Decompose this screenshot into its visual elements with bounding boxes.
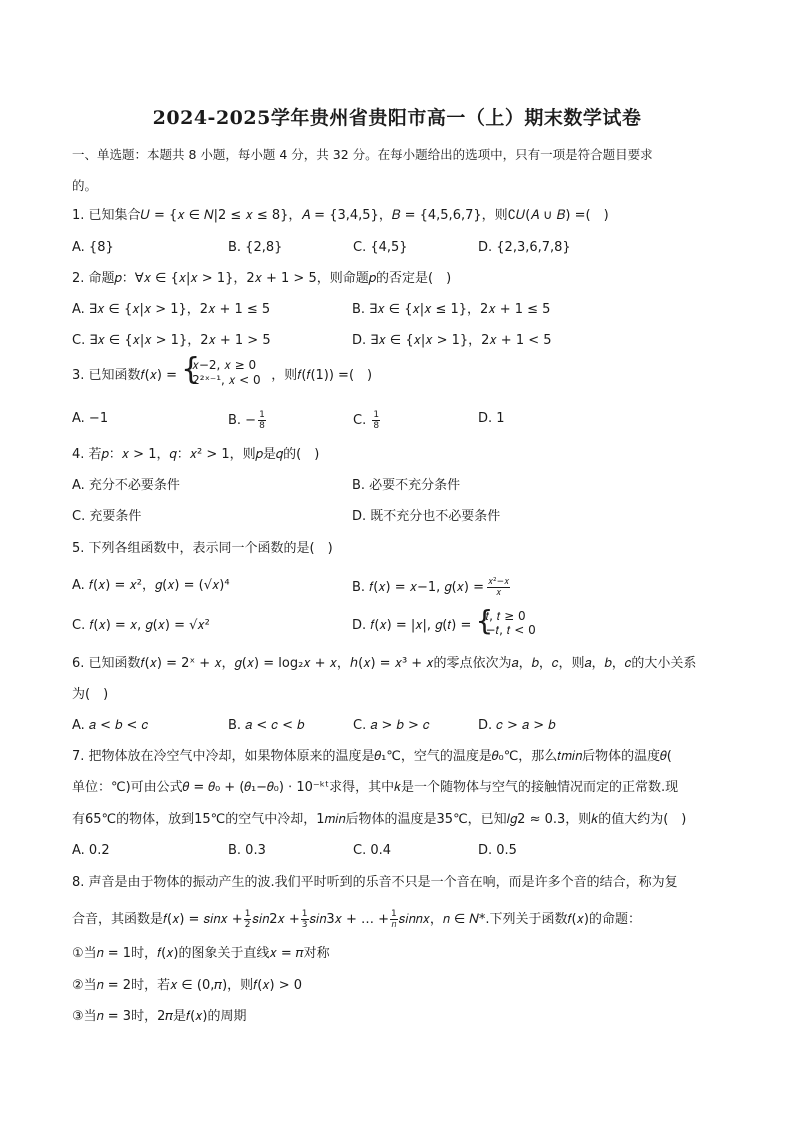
question-2-stem: 2. 命题𝑝：∀𝑥 ∈ {𝑥|𝑥 > 1}，2𝑥 + 1 > 5，则命题𝑝的否定是( ) <box>72 271 452 286</box>
stem-part: 𝑠𝑖𝑛2𝑥 + <box>252 912 300 927</box>
question-7-option-b: B. 0.3 <box>228 843 266 858</box>
option-d-prefix: D. 𝑓(𝑥) = |𝑥|, 𝑔(𝑡) = <box>352 618 472 633</box>
question-7-option-d: D. 0.5 <box>478 843 517 858</box>
piecewise-function <box>181 352 267 387</box>
fraction <box>372 410 380 431</box>
denominator: 8 <box>259 421 265 431</box>
question-4-option-a: A. 充分不必要条件 <box>72 478 180 493</box>
question-8-item-3: ③当𝑛 = 3时，2𝜋是𝑓(𝑥)的周期 <box>72 1009 247 1024</box>
question-7-stem-line-1: 7. 把物体放在冷空气中冷却，如果物体原来的温度是𝜃₁℃，空气的温度是𝜃₀℃，那么𝑡𝑚𝑖𝑛后物体的温度𝜃( <box>72 749 672 764</box>
section-header-line-1: 一、单选题：本题共 8 小题，每小题 4 分，共 32 分。在每小题给出的选项中，只有一项是符合题目要求 <box>72 147 653 162</box>
question-3-option-c <box>353 410 380 431</box>
question-6-stem-line-1: 6. 已知函数𝑓(𝑥) = 2ˣ + 𝑥，𝑔(𝑥) = log₂𝑥 + 𝑥，ℎ(𝑥) = 𝑥³ + 𝑥的零点依次为𝑎，𝑏，𝑐，则𝑎，𝑏，𝑐的大小关系 <box>72 656 697 671</box>
question-5-stem: 5. 下列各组函数中，表示同一个函数的是( ) <box>72 541 333 556</box>
fraction <box>487 577 510 598</box>
question-2-option-c: C. ∃𝑥 ∈ {𝑥|𝑥 > 1}，2𝑥 + 1 > 5 <box>72 333 271 348</box>
question-2-option-a: A. ∃𝑥 ∈ {𝑥|𝑥 > 1}，2𝑥 + 1 ≤ 5 <box>72 302 271 317</box>
stem-part: 𝑠𝑖𝑛3𝑥 + … + <box>309 912 390 927</box>
question-4-option-b: B. 必要不充分条件 <box>352 478 461 493</box>
option-b-prefix: B. − <box>228 413 257 428</box>
question-6-option-c: C. 𝑎 > 𝑏 > 𝑐 <box>353 718 430 733</box>
question-5-option-c: C. 𝑓(𝑥) = 𝑥, 𝑔(𝑥) = √𝑥² <box>72 618 210 633</box>
question-1-option-d: D. {2,3,6,7,8} <box>478 240 571 255</box>
piecewise-function <box>475 604 546 637</box>
piecewise-case-1: 𝑡, 𝑡 ≥ 0 <box>485 609 526 623</box>
piecewise-case-1: 𝑥−2, 𝑥 ≥ 0 <box>192 358 257 372</box>
numerator: 1 <box>391 909 397 919</box>
fraction <box>301 909 309 930</box>
denominator: 𝑛 <box>391 920 397 930</box>
stem-part: 合音，其函数是𝑓(𝑥) = 𝑠𝑖𝑛𝑥 + <box>72 912 243 927</box>
question-3-option-a: A. −1 <box>72 411 109 426</box>
question-7-stem-line-2: 单位：℃)可由公式𝜃 = 𝜃₀ + (𝜃₁−𝜃₀) ⋅ 10⁻ᵏᵗ求得，其中𝑘是一个随物体与空气的接触情况而定的正常数.现 <box>72 780 679 795</box>
numerator: 1 <box>244 909 251 919</box>
numerator: 𝑥²−𝑥 <box>488 577 510 587</box>
question-8-item-1: ①当𝑛 = 1时，𝑓(𝑥)的图象关于直线𝑥 = 𝜋对称 <box>72 946 330 961</box>
page-title: 2024-2025学年贵州省贵阳市高一（上）期末数学试卷 <box>152 107 642 129</box>
question-5-option-d <box>352 604 546 637</box>
question-6-option-b: B. 𝑎 < 𝑐 < 𝑏 <box>228 718 305 733</box>
question-7-option-c: C. 0.4 <box>353 843 392 858</box>
numerator: 1 <box>373 410 380 420</box>
question-3-stem-prefix: 3. 已知函数𝑓(𝑥) = <box>72 368 177 383</box>
question-3-option-b <box>228 410 266 431</box>
question-4-stem: 4. 若𝑝：𝑥 > 1，𝑞：𝑥² > 1，则𝑝是𝑞的( ) <box>72 447 320 462</box>
fraction <box>244 909 252 930</box>
question-6-option-a: A. 𝑎 < 𝑏 < 𝑐 <box>72 718 149 733</box>
question-3-stem <box>72 352 373 387</box>
left-brace: { <box>475 604 494 637</box>
piecewise-case-2: 2²ˣ⁻¹, 𝑥 < 0 <box>192 373 261 387</box>
piecewise-case-2: −𝑡, 𝑡 < 0 <box>485 623 536 637</box>
option-c-prefix: C. <box>353 413 371 428</box>
question-5-option-b <box>352 577 510 598</box>
question-2-option-d: D. ∃𝑥 ∈ {𝑥|𝑥 > 1}，2𝑥 + 1 < 5 <box>352 333 552 348</box>
denominator: 3 <box>301 920 308 930</box>
question-3-option-d: D. 1 <box>478 411 505 426</box>
denominator: 𝑥 <box>496 588 502 598</box>
numerator: 1 <box>301 909 308 919</box>
left-brace: { <box>181 352 201 387</box>
question-1-option-a: A. {8} <box>72 240 114 255</box>
option-b-prefix: B. 𝑓(𝑥) = 𝑥−1, 𝑔(𝑥) = <box>352 580 484 595</box>
section-header-line-2: 的。 <box>72 178 98 193</box>
denominator: 8 <box>373 421 380 431</box>
fraction <box>390 909 398 930</box>
question-1-option-b: B. {2,8} <box>228 240 283 255</box>
question-3-stem-suffix: ，则𝑓(𝑓(1)) =( ) <box>271 368 373 383</box>
question-6-option-d: D. 𝑐 > 𝑎 > 𝑏 <box>478 718 556 733</box>
question-7-option-a: A. 0.2 <box>72 843 110 858</box>
question-1-stem: 1. 已知集合𝑈 = {𝑥 ∈ 𝑁|2 ≤ 𝑥 ≤ 8}，𝐴 = {3,4,5}，𝐵 = {4,5,6,7}，则∁𝑈(𝐴 ∪ 𝐵) =( ) <box>72 208 609 223</box>
question-8-stem-line-2 <box>72 909 641 930</box>
question-8-stem-line-1: 8. 声音是由于物体的振动产生的波.我们平时听到的乐音不只是一个音在响，而是许多个音的结合，称为复 <box>72 875 678 890</box>
question-4-option-d: D. 既不充分也不必要条件 <box>352 509 501 524</box>
question-2-option-b: B. ∃𝑥 ∈ {𝑥|𝑥 ≤ 1}，2𝑥 + 1 ≤ 5 <box>352 302 551 317</box>
question-7-stem-line-3: 有65℃的物体，放到15℃的空气中冷却，1𝑚𝑖𝑛后物体的温度是35℃，已知𝑙𝑔2 ≈ 0.3，则𝑘的值大约为( ) <box>72 812 687 827</box>
question-5-option-a: A. 𝑓(𝑥) = 𝑥²，𝑔(𝑥) = (√𝑥)⁴ <box>72 578 230 593</box>
numerator: 1 <box>259 410 265 420</box>
question-1-option-c: C. {4,5} <box>353 240 408 255</box>
question-6-stem-line-2: 为( ) <box>72 687 109 702</box>
stem-part: 𝑠𝑖𝑛𝑛𝑥，𝑛 ∈ 𝑁*.下列关于函数𝑓(𝑥)的命题： <box>398 912 641 927</box>
fraction <box>258 410 266 431</box>
denominator: 2 <box>244 920 251 930</box>
question-8-item-2: ②当𝑛 = 2时，若𝑥 ∈ (0,𝜋)，则𝑓(𝑥) > 0 <box>72 978 303 993</box>
question-4-option-c: C. 充要条件 <box>72 509 142 524</box>
